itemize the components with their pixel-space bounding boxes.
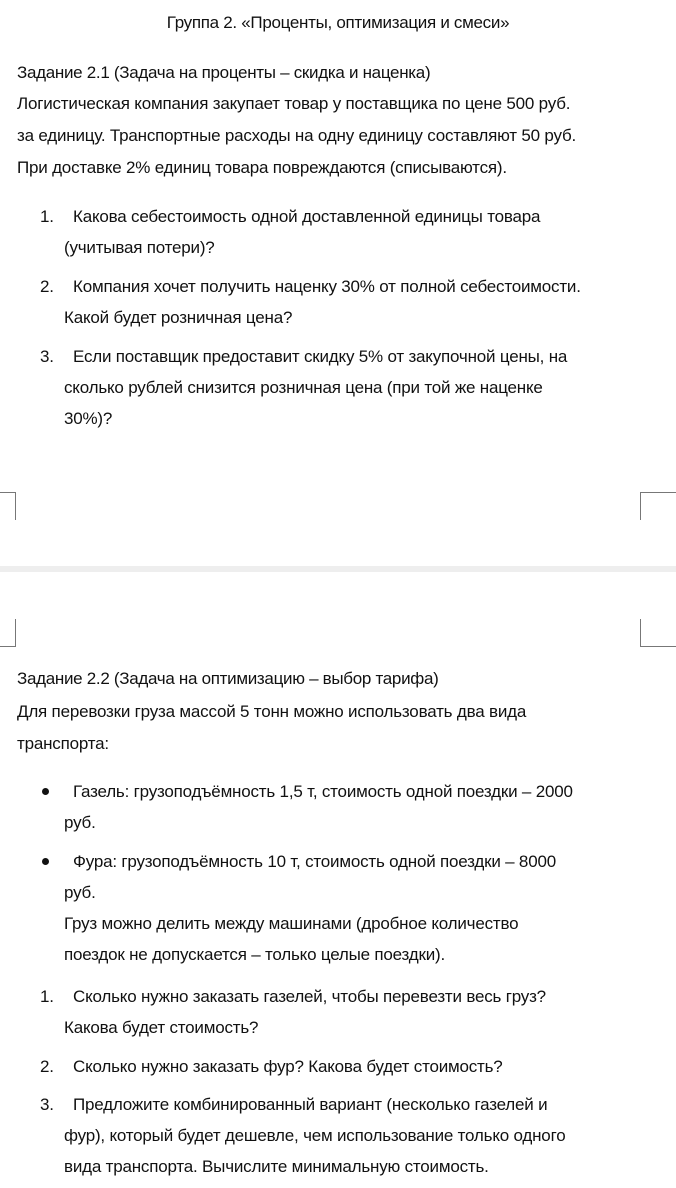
- page-corner-mark: [640, 492, 676, 520]
- page-break: [0, 566, 676, 572]
- question-line: Если поставщик предоставит скидку 5% от закупочной цены, на: [73, 347, 568, 366]
- list-item: [0, 206, 676, 276]
- bullet-line: руб.: [64, 813, 96, 832]
- intro-line: за единицу. Транспортные расходы на одну единицу составляют 50 руб.: [17, 126, 577, 145]
- list-number: 1.: [40, 987, 54, 1006]
- question-line: Сколько нужно заказать фур? Какова будет стоимость?: [73, 1057, 503, 1076]
- bullet-item: [0, 781, 676, 851]
- list-number: 3.: [40, 1095, 54, 1114]
- task-2-1-heading: Задание 2.1 (Задача на проценты – скидка и наценка): [17, 63, 431, 82]
- question-line: Сколько нужно заказать газелей, чтобы перевезти весь груз?: [73, 987, 546, 1006]
- question-line: Предложите комбинированный вариант (несколько газелей и: [73, 1095, 548, 1114]
- question-line: фур), который будет дешевле, чем использование только одного: [64, 1126, 566, 1145]
- bullet-dot: [42, 788, 49, 795]
- question-line: Какой будет розничная цена?: [64, 308, 293, 327]
- list-number: 2.: [40, 277, 54, 296]
- task-2-2-questions: [0, 986, 676, 1187]
- page-corner-mark: [640, 619, 676, 647]
- bullet-line: Газель: грузоподъёмность 1,5 т, стоимость одной поездки – 2000: [73, 782, 573, 801]
- list-item: [0, 276, 676, 346]
- bullet-item: [0, 851, 676, 985]
- bullet-dot: [42, 858, 49, 865]
- question-line: Какова будет стоимость?: [64, 1018, 259, 1037]
- list-item: [0, 346, 676, 439]
- list-number: 1.: [40, 207, 54, 226]
- list-number: 3.: [40, 347, 54, 366]
- document-title: Группа 2. «Проценты, оптимизация и смеси»: [166, 13, 510, 32]
- question-line: (учитывая потери)?: [64, 238, 215, 257]
- task-2-2-intro: [17, 701, 662, 765]
- bullet-line: Груз можно делить между машинами (дробное количество: [64, 914, 519, 933]
- bullet-line: поездок не допускается – только целые поездки).: [64, 945, 446, 964]
- list-item: [0, 986, 676, 1056]
- page-corner-mark: [0, 619, 16, 647]
- question-line: Какова себестоимость одной доставленной единицы товара: [73, 207, 541, 226]
- task-2-1-questions: [0, 206, 676, 439]
- task-2-2-bullets: [0, 781, 676, 985]
- question-line: сколько рублей снизится розничная цена (при той же наценке: [64, 378, 543, 397]
- intro-line: Для перевозки груза массой 5 тонн можно использовать два вида: [17, 702, 527, 721]
- list-item: [0, 1056, 676, 1094]
- intro-line: При доставке 2% единиц товара повреждаются (списываются).: [17, 158, 507, 177]
- question-line: Компания хочет получить наценку 30% от полной себестоимости.: [73, 277, 581, 296]
- task-2-2-heading: Задание 2.2 (Задача на оптимизацию – выбор тарифа): [17, 669, 439, 688]
- list-item: [0, 1094, 676, 1187]
- intro-line: транспорта:: [17, 734, 109, 753]
- bullet-line: Фура: грузоподъёмность 10 т, стоимость одной поездки – 8000: [73, 852, 556, 871]
- task-2-1-intro: [17, 93, 662, 189]
- list-number: 2.: [40, 1057, 54, 1076]
- bullet-line: руб.: [64, 883, 96, 902]
- intro-line: Логистическая компания закупает товар у поставщика по цене 500 руб.: [17, 94, 571, 113]
- question-line: вида транспорта. Вычислите минимальную стоимость.: [64, 1157, 489, 1176]
- page-corner-mark: [0, 492, 16, 520]
- question-line: 30%)?: [64, 409, 113, 428]
